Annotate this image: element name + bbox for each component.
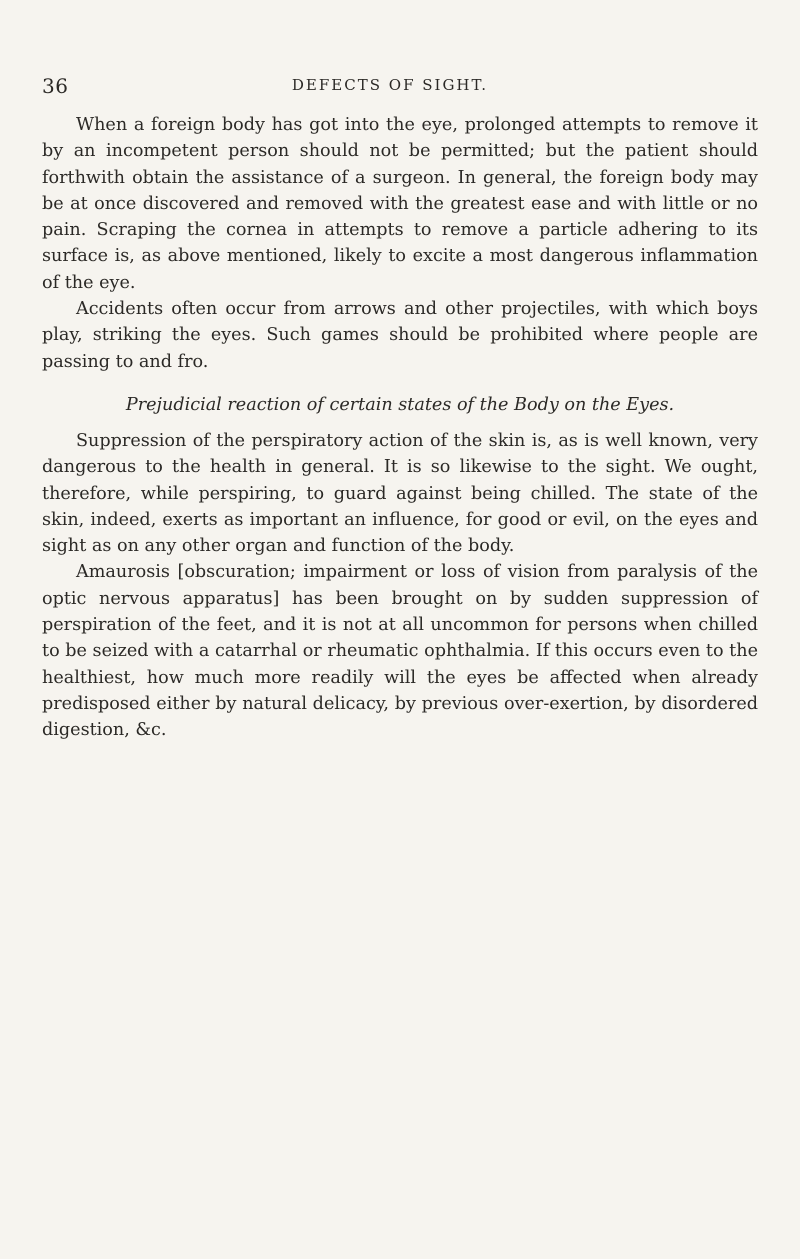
paragraph-amaurosis: Amaurosis [obscuration; impairment or loss of vision from paralysis of the optic nervous apparatus] has been brought on by sudden suppression of perspiration of the feet, and it is not at all uncommon for persons when chilled to be seized with a catarrhal or rheumatic ophthalmia. If this occurs even to the healthiest, how much more readily will the eyes be affected when already predisposed either by natural delicacy, by previous over-exertion, by disordered digestion, &c. [42,562,758,741]
paragraph-perspiration: Suppression of the perspiratory action of the skin is, as is well known, very dangerous to the health in general. It is so likewise to the sight. We ought, therefore, while perspiring, to guard against being chilled. The state of the skin, indeed, exerts as important an influence, for good or evil, on the eyes and sight as on any other organ and function of the body. [42,430,758,557]
paragraph-accidents: Accidents often occur from arrows and other projectiles, with which boys play, striking the eyes. Such games should be prohibited where people are passing to and fro. [42,299,758,372]
paragraph-foreign-body: When a foreign body has got into the eye, prolonged attempts to remove it by an incompetent person should not be permitted; but the patient should forthwith obtain the assistance of a surgeon. In general, the foreign body may be at once discovered and removed with the greatest ease and with little or no pain. Scraping the cornea in attempts to remove a particle adhering to its surface is, as above mentioned, likely to excite a most dangerous inflammation of the eye. [42,115,758,293]
body-text [42,112,758,744]
running-header-title: DEFECTS OF SIGHT. [291,76,489,94]
running-header [42,74,758,104]
section-heading: Prejudicial reaction of certain states of the Body on the Eyes. [125,394,675,415]
page-number: 36 [42,74,69,98]
